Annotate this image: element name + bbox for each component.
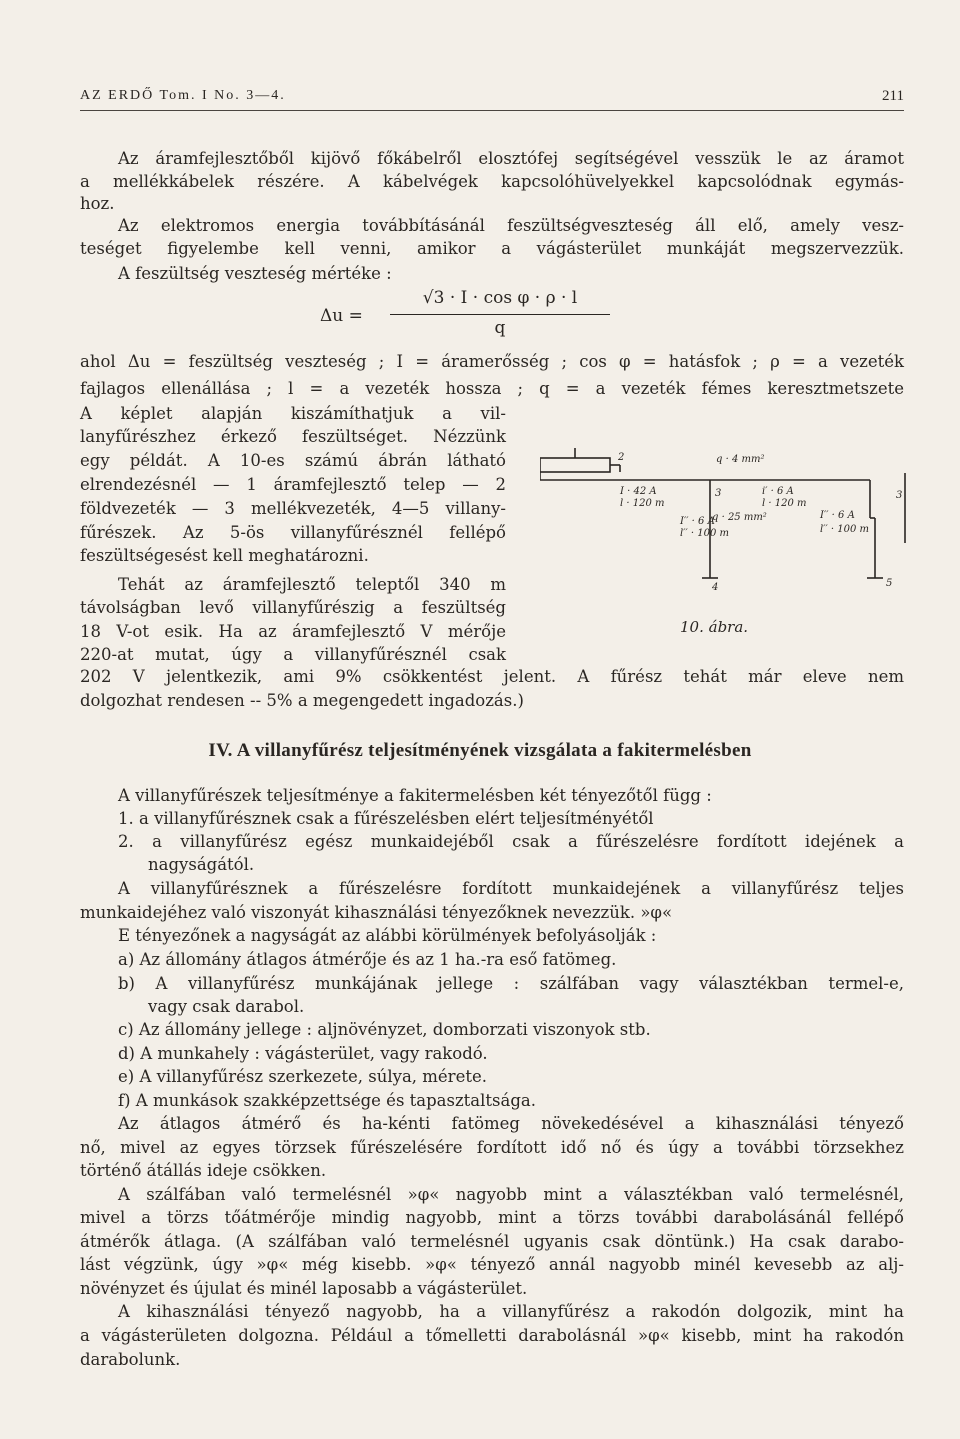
text-line: A villanyfűrészek teljesítménye a fakitermelésben két tényezőtől függ : [118,786,712,805]
text-line: Az átlagos átmérő és ha-kénti fatömeg növekedésével a kihasználási tényező [118,1114,904,1133]
generator-box [540,458,610,472]
text-line: távolságban levő villanyfűrészig a feszültség [80,598,506,617]
text-line: A villanyfűrésznek a fűrészelésre fordított munkaidejének a villanyfűrész teljes [118,879,904,898]
journal-title: AZ ERDŐ Tom. I No. 3—4. [80,88,286,103]
text-line: b) A villanyfűrész munkájának jellege : szálfában vagy választékban termel-e, [118,974,904,993]
text-line: 1. a villanyfűrésznek csak a fűrészelésben elért teljesítményétől [118,809,654,828]
text-line: c) Az állomány jellege : aljnövényzet, domborzati viszonyok stb. [118,1020,651,1039]
text-line: történő átállás ideje csökken. [80,1161,327,1180]
formula-numerator: √3 · I · cos φ · ρ · l [422,288,578,308]
label-n4: 4 [712,582,719,593]
text-line: nő, mivel az egyes törzsek fűrészelésére fordított idő nő és úgy a további törzsekhez [80,1138,904,1157]
text-line: A képlet alapján kiszámíthatjuk a vil- [80,404,506,423]
text-line: e) A villanyfűrész szerkezete, súlya, mérete. [118,1067,487,1086]
text-line: 18 V-ot esik. Ha az áramfejlesztő V mérője [80,622,506,641]
wiring-diagram-svg [540,448,910,618]
text-line: A kihasználási tényező nagyobb, ha a villanyfűrész a rakodón dolgozik, mint ha [118,1302,904,1321]
label-l120: l · 120 m [620,498,665,509]
figure-caption: 10. ábra. [680,618,749,636]
formula-denominator: q [494,318,506,338]
text-line: vagy csak darabol. [148,997,305,1016]
text-line: hoz. [80,194,115,213]
text-line: 202 V jelentkezik, ami 9% csökkentést jelent. A fűrész tehát már eleve nem [80,667,904,686]
text-line: teséget figyelembe kell venni, amikor a vágásterület munkáját megszervezzük. [80,239,904,258]
text-line: földvezeték — 3 mellékvezeték, 4—5 villany- [80,499,506,518]
text-line: Az áramfejlesztőből kijövő főkábelről elosztófej segítségével vesszük le az áramot [118,149,904,168]
label-i42: I · 42 A [620,486,657,497]
text-line: a vágásterületen dolgozna. Például a tőmelletti darabolásnál »φ« kisebb, mint ha rakodón [80,1326,904,1345]
label-q4: q · 4 mm² [716,454,765,465]
voltage-drop-formula [320,288,640,344]
text-line: d) A munkahely : vágásterület, vagy rakodó. [118,1044,488,1063]
text-line: feszültségesést kell meghatározni. [80,546,369,565]
text-line: f) A munkások szakképzettsége és tapasztaltsága. [118,1091,537,1110]
label-i6b: I′′ · 6 A [680,516,715,527]
formula-lhs: Δu = [320,306,363,326]
text-line: fűrészek. Az 5-ös villanyfűrésznél fellépő [80,523,506,542]
label-q25: q · 25 mm² [712,512,767,523]
text-line: A feszültség veszteség mértéke : [118,264,392,283]
text-line: darabolunk. [80,1350,181,1369]
figure-10-wiring-diagram [540,448,910,638]
text-line: a mellékkábelek részére. A kábelvégek kapcsolóhüvelyekkel kapcsolódnak egymás- [80,172,904,191]
text-line: mivel a törzs tőátmérője mindig nagyobb, mint a törzs további darabolásánál fellépő [80,1208,904,1227]
text-line: munkaidejéhez való viszonyát kihasználási tényezőknek nevezzük. »φ« [80,903,673,922]
text-line: E tényezőnek a nagyságát az alábbi körülmények befolyásolják : [118,926,657,945]
text-line: a) Az állomány átlagos átmérője és az 1 ha.-ra eső fatömeg. [118,950,617,969]
running-header [80,88,904,111]
text-line: 2. a villanyfűrész egész munkaidejéből csak a fűrészelésre fordított idejének a [118,832,904,851]
label-n3a: 3 [715,488,722,499]
label-l100: l′′ · 100 m [680,528,730,539]
section-title: IV. A villanyfűrész teljesítményének vizsgálata a fakitermelésben [208,740,752,761]
text-line: Tehát az áramfejlesztő teleptől 340 m [118,575,506,594]
label-l100b: l′′ · 100 m [820,524,870,535]
text-line: nagyságától. [148,855,255,874]
text-line: átmérők átlaga. (A szálfában való termelésnél ugyanis csak döntünk.) Ha csak darabo- [80,1232,904,1251]
text-line: ahol Δu = feszültség veszteség ; I = áramerősség ; cos φ = hatásfok ; ρ = a vezeték [80,352,904,371]
label-l120b: l · 120 m [762,498,807,509]
text-line: 220-at mutat, úgy a villanyfűrésznél csak [80,645,506,664]
label-n3b: 3 [896,490,903,501]
text-line: növényzet és újulat és minél laposabb a vágásterület. [80,1279,528,1298]
text-line: elrendezésnél — 1 áramfejlesztő telep — 2 [80,475,506,494]
text-line: A szálfában való termelésnél »φ« nagyobb mint a választékban való termelésnél, [118,1185,904,1204]
text-line: fajlagos ellenállása ; l = a vezeték hossza ; q = a vezeték fémes keresztmetszete [80,379,904,398]
text-line: dolgozhat rendesen -- 5% a megengedett ingadozás.) [80,691,524,710]
fraction-bar [390,314,610,315]
text-line: egy példát. A 10-es számú ábrán látható [80,451,506,470]
text-line: Az elektromos energia továbbításánál feszültségveszteség áll elő, amely vesz- [118,216,904,235]
text-line: lanyfűrészhez érkező feszültséget. Nézzünk [80,427,506,446]
page-number: 211 [882,88,904,104]
label-n5: 5 [886,578,893,589]
text-line: lást végzünk, úgy »φ« még kisebb. »φ« tényező annál nagyobb minél kevesebb az alj- [80,1255,904,1274]
label-i6c: I′′ · 6 A [820,510,855,521]
label-n2: 2 [618,452,625,463]
label-i6: i′ · 6 A [762,486,794,497]
